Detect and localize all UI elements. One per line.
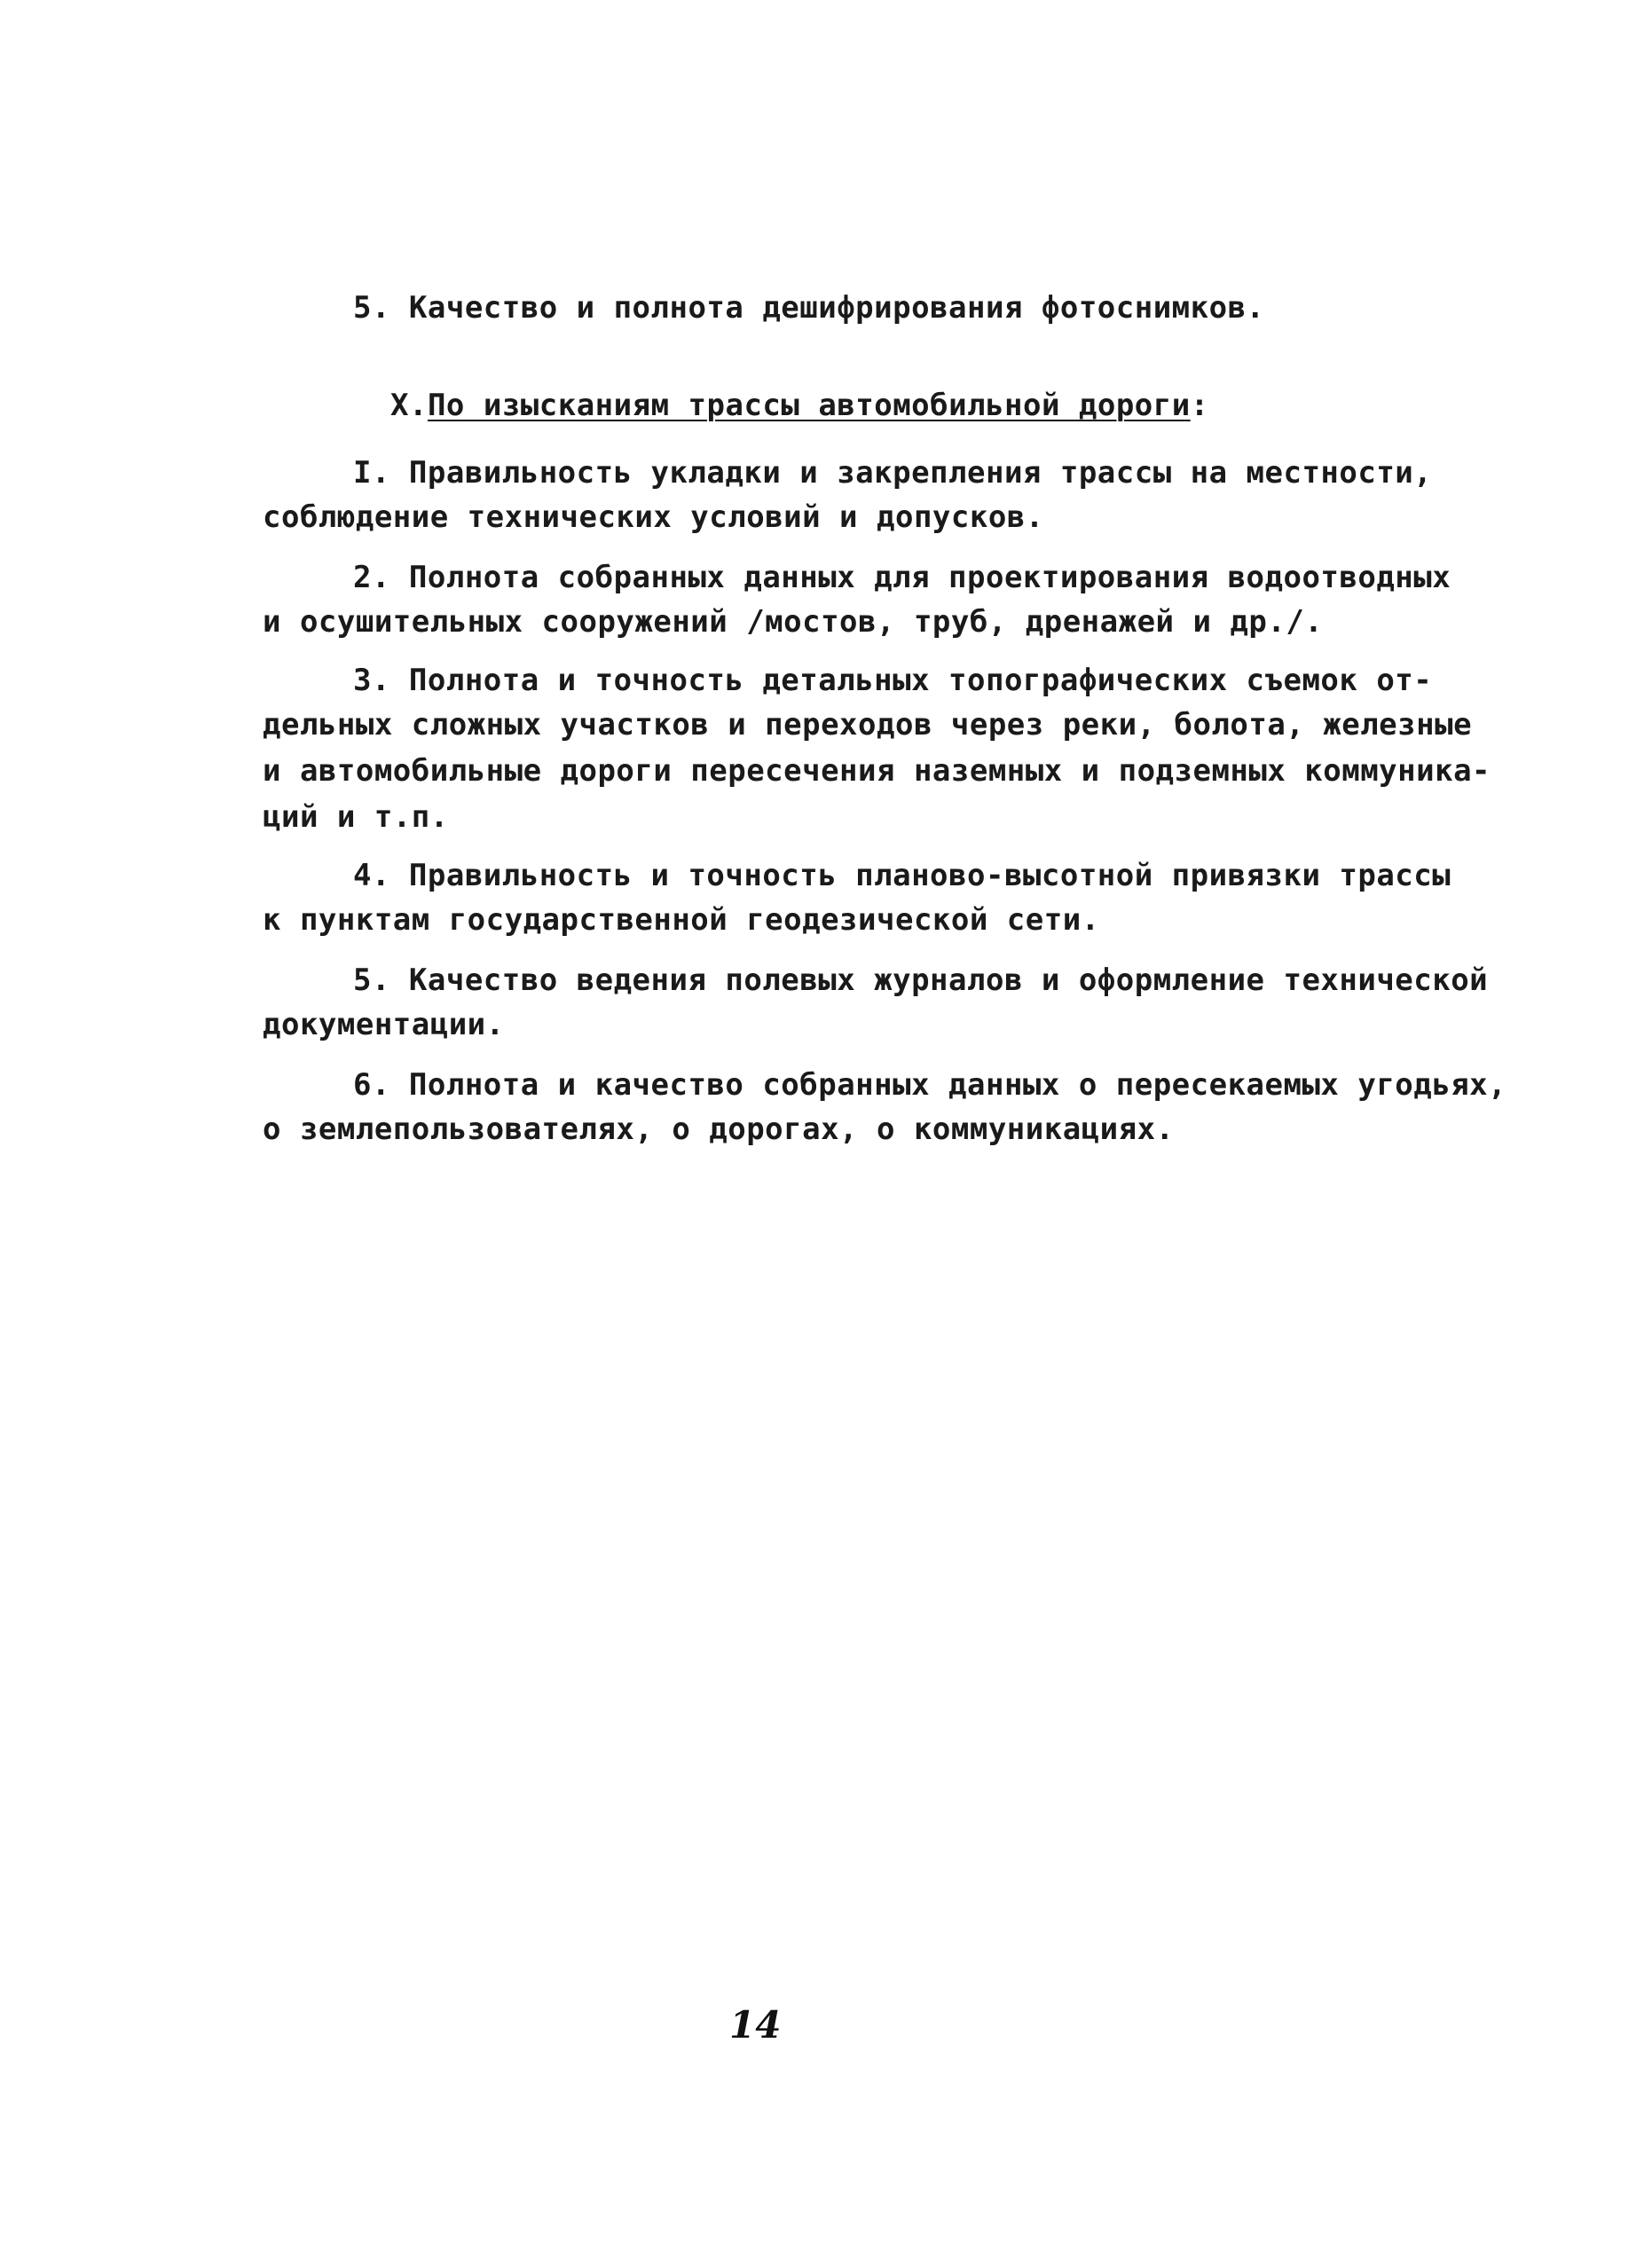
section-title-suffix: : [1190, 388, 1209, 423]
section-heading [390, 388, 1209, 423]
section-number: Х. [390, 388, 428, 423]
item-4-line-1: 4. Правильность и точность планово-высотной привязки трассы [353, 858, 1451, 893]
item-1-line-1: I. Правильность укладки и закрепления трассы на местности, [353, 455, 1433, 491]
item-5-line-2: документации. [263, 1007, 505, 1042]
item-5-line-1: 5. Качество ведения полевых журналов и оформление технической [353, 963, 1489, 998]
item-1-line-2: соблюдение технических условий и допусков. [263, 499, 1044, 535]
item-6-line-2: о землепользователях, о дорогах, о коммуникациях. [263, 1112, 1175, 1147]
page-number: 14 [729, 2003, 782, 2047]
item-3-line-2: дельных сложных участков и переходов через реки, болота, железные [263, 707, 1473, 743]
item-2-line-1: 2. Полнота собранных данных для проектирования водоотводных [353, 560, 1451, 595]
item-4-line-2: к пунктам государственной геодезической сети. [263, 902, 1100, 938]
item-2-line-2: и осушительных сооружений /мостов, труб, дренажей и др./. [263, 604, 1324, 640]
item-3-line-4: ций и т.п. [263, 799, 449, 835]
paragraph-photo-decoding: 5. Качество и полнота дешифрирования фотоснимков. [353, 290, 1265, 326]
item-3-line-1: 3. Полнота и точность детальных топографических съемок от- [353, 663, 1433, 698]
section-title: По изысканиям трассы автомобильной дороги [427, 388, 1191, 423]
item-3-line-3: и автомобильные дороги пересечения наземных и подземных коммуника- [263, 753, 1491, 789]
item-6-line-1: 6. Полнота и качество собранных данных о пересекаемых угодьях, [353, 1067, 1507, 1103]
